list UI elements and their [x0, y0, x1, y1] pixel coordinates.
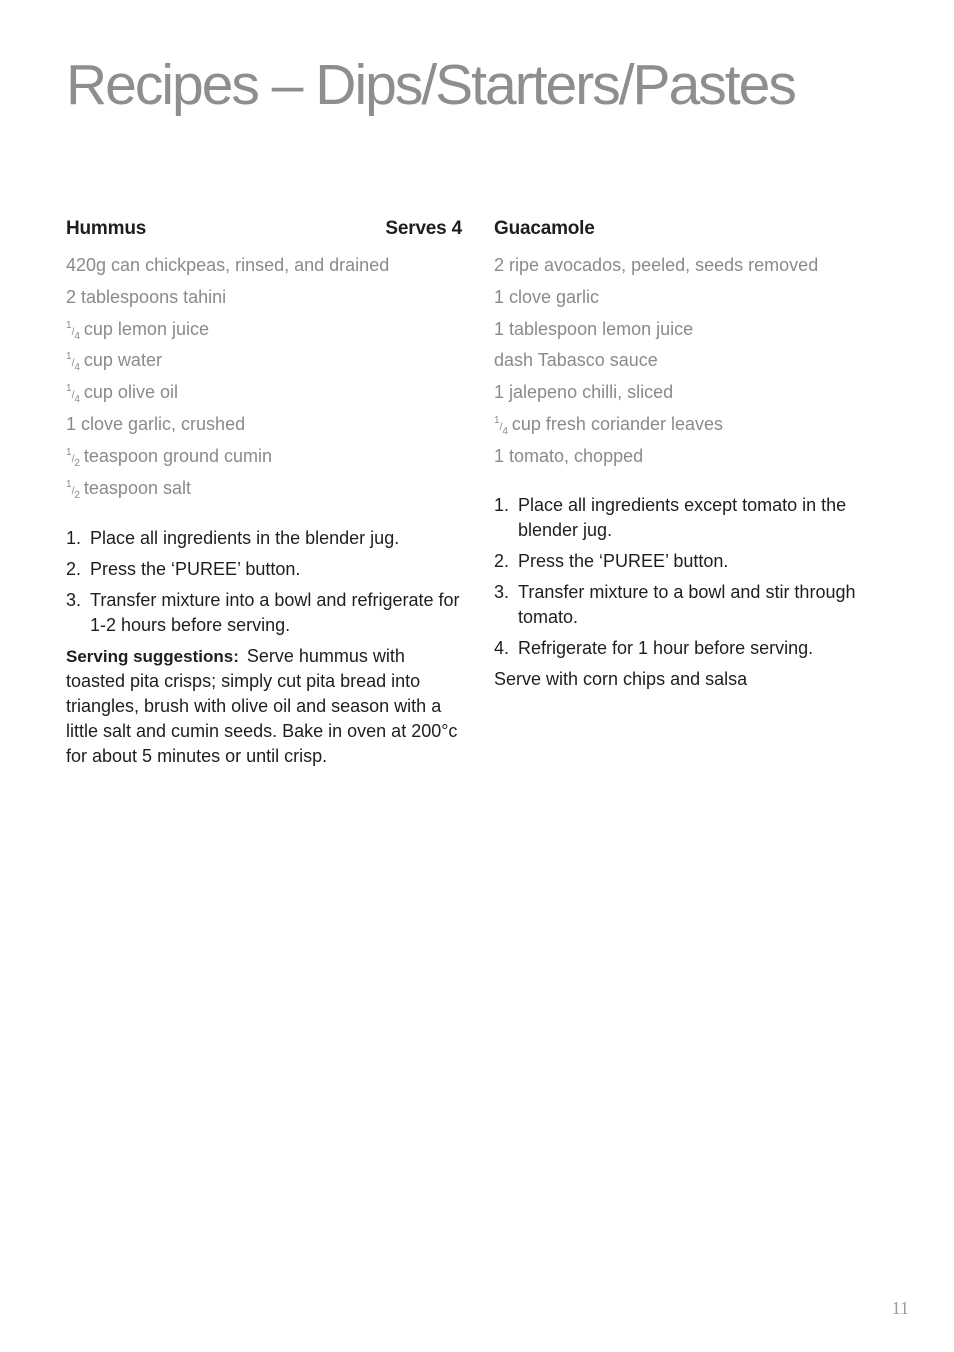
fraction-numerator: 1 [66, 446, 72, 458]
step-text: Transfer mixture to a bowl and stir through tomato. [518, 581, 856, 627]
step-number: 4. [494, 637, 510, 658]
ingredient-text: cup fresh coriander leaves [511, 413, 724, 434]
guacamole-header [494, 218, 894, 250]
fraction: 1/2 [66, 446, 80, 469]
hummus-serves: Serves 4 [385, 218, 462, 239]
ingredient-item [494, 282, 894, 314]
ingredient-text: dash Tabasco sauce [494, 350, 658, 371]
ingredient-text: teaspoon ground cumin [83, 445, 273, 466]
hummus-method-list [66, 526, 462, 638]
fraction-numerator: 1 [494, 414, 500, 426]
ingredient-text: 1 jalepeno chilli, sliced [494, 382, 674, 403]
hummus-ingredient-list [66, 250, 462, 504]
fraction-denominator: 4 [502, 425, 508, 437]
ingredient-item [66, 250, 462, 282]
hummus-recipe [66, 218, 462, 769]
page-title: Recipes – Dips/Starters/Pastes [66, 53, 795, 117]
guacamole-recipe [494, 218, 894, 692]
serving-suggestions-label: Serving suggestions: [66, 647, 239, 667]
method-step [66, 526, 462, 551]
fraction: 1/4 [494, 414, 508, 437]
fraction-denominator: 2 [74, 457, 80, 469]
step-number: 1. [494, 494, 510, 515]
step-number: 2. [66, 559, 82, 580]
ingredient-text: cup water [83, 350, 162, 371]
serving-suggestions [66, 644, 462, 769]
step-number: 1. [66, 528, 82, 549]
ingredient-text: 1 clove garlic [494, 286, 600, 307]
ingredient-item [494, 250, 894, 282]
fraction-denominator: 4 [74, 362, 80, 374]
ingredient-text: 1 tomato, chopped [494, 445, 644, 466]
fraction: 1/2 [66, 478, 80, 501]
ingredient-item [66, 473, 462, 505]
guacamole-ingredient-list [494, 250, 894, 473]
ingredient-text: 2 ripe avocados, peeled, seeds removed [494, 255, 819, 275]
ingredient-text: teaspoon salt [83, 477, 191, 498]
ingredient-text: 1 tablespoon lemon juice [494, 318, 694, 339]
ingredient-text: cup olive oil [83, 382, 178, 403]
fraction-numerator: 1 [66, 319, 72, 331]
method-step [494, 636, 894, 661]
fraction-denominator: 4 [74, 330, 80, 342]
page-number: 11 [891, 1298, 909, 1318]
ingredient-item [66, 441, 462, 473]
hummus-header [66, 218, 462, 250]
step-text: Press the ‘PUREE’ button. [518, 550, 729, 571]
method-step [494, 549, 894, 574]
fraction: 1/4 [66, 383, 80, 406]
step-number: 3. [66, 590, 82, 611]
ingredient-item [66, 377, 462, 409]
fraction-denominator: 2 [74, 489, 80, 501]
ingredient-item [494, 377, 894, 409]
method-step [494, 493, 894, 543]
ingredient-item [66, 345, 462, 377]
step-text: Place all ingredients in the blender jug. [90, 528, 400, 549]
ingredient-item [494, 441, 894, 473]
step-number: 2. [494, 550, 510, 571]
step-text: Refrigerate for 1 hour before serving. [518, 637, 814, 658]
method-step [66, 588, 462, 638]
fraction-numerator: 1 [66, 351, 72, 363]
method-step [494, 580, 894, 630]
method-step [66, 557, 462, 582]
step-number: 3. [494, 581, 510, 602]
ingredient-item [494, 345, 894, 377]
fraction: 1/4 [66, 351, 80, 374]
guacamole-serve-note: Serve with corn chips and salsa [494, 668, 748, 689]
ingredient-item [66, 314, 462, 346]
ingredient-item [66, 409, 462, 441]
fraction-denominator: 4 [74, 394, 80, 406]
serving-suggestions-text: Serve hummus with toasted pita crisps; simply cut pita bread into triangles, brush with olive oil and season with a little salt and cumin seeds. Bake in oven at 200°c for about 5 minutes or until crisp. [66, 646, 458, 767]
fraction-numerator: 1 [66, 383, 72, 395]
fraction: 1/4 [66, 319, 80, 342]
fraction-numerator: 1 [66, 478, 72, 490]
hummus-title: Hummus [66, 218, 147, 239]
ingredient-text: cup lemon juice [83, 318, 209, 339]
ingredient-text: 420g can chickpeas, rinsed, and drained [66, 255, 390, 275]
ingredient-text: 1 clove garlic, crushed [66, 413, 246, 434]
ingredient-item [66, 282, 462, 314]
step-text: Press the ‘PUREE’ button. [90, 559, 301, 580]
step-text: Transfer mixture into a bowl and refrigerate for 1-2 hours before serving. [90, 590, 460, 636]
guacamole-title: Guacamole [494, 218, 595, 239]
step-text: Place all ingredients except tomato in the blender jug. [518, 494, 847, 540]
guacamole-method-list [494, 493, 894, 661]
ingredient-text: 2 tablespoons tahini [66, 286, 227, 307]
ingredient-item [494, 314, 894, 346]
ingredient-item [494, 409, 894, 441]
